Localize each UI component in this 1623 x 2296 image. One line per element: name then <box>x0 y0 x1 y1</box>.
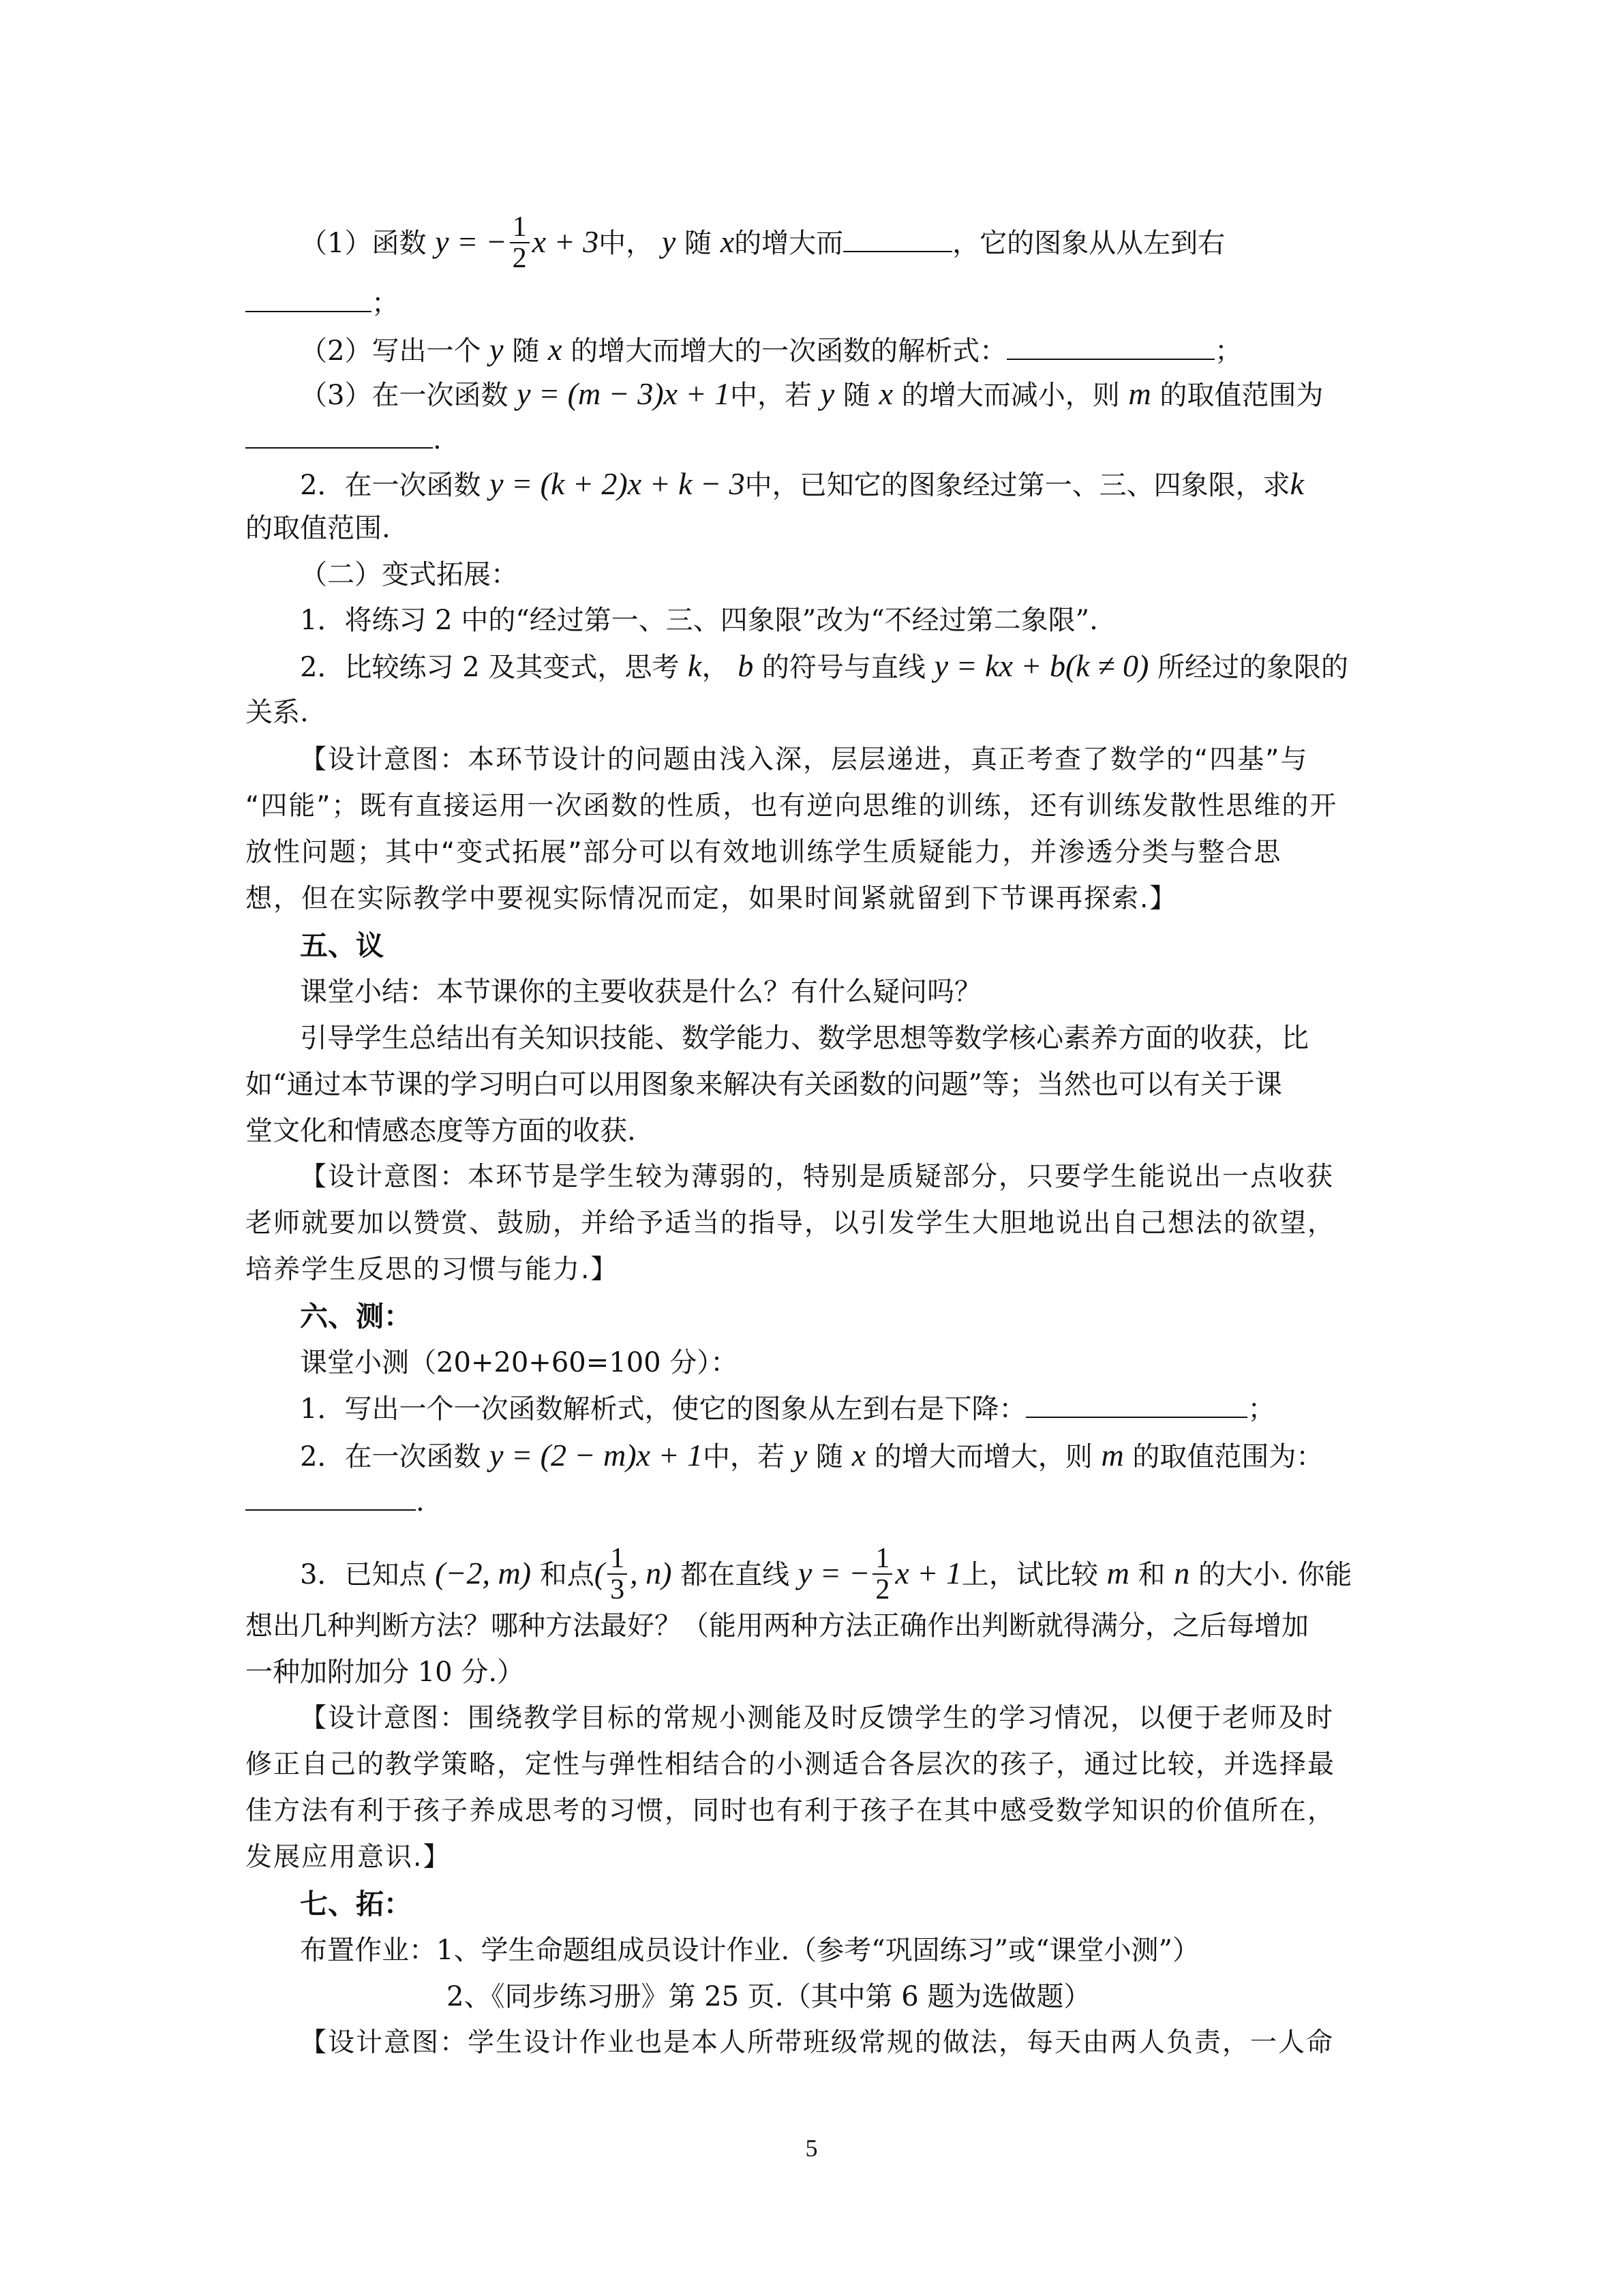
math-var: b <box>738 648 754 683</box>
math-point: , n) <box>630 1556 672 1590</box>
question-3-line <box>300 377 1391 412</box>
q3-text: 的增大而减小，则 <box>901 380 1120 411</box>
math-y: y = − <box>435 224 507 259</box>
test-text: ； <box>1247 1393 1275 1425</box>
fraction-denominator: 2 <box>512 243 527 274</box>
variant-text: ， <box>701 652 729 683</box>
test-item-2 <box>300 1438 1391 1474</box>
answer-blank[interactable] <box>843 228 952 252</box>
math-var: y <box>820 376 835 411</box>
test-text: 2．在一次函数 <box>300 1441 481 1472</box>
design-intent-4-line: 【设计意图：学生设计作业也是本人所带班级常规的做法，每天由两人负责，一人命 <box>300 2027 1335 2058</box>
q1-text: ； <box>371 288 399 319</box>
question-3-line-2 <box>245 423 1391 457</box>
design-intent-3-line: 佳方法有利于孩子养成思考的习惯，同时也有利于孩子在其中感受数学知识的价值所在， <box>245 1796 1336 1826</box>
test-text: 随 <box>815 1441 843 1472</box>
test-text: 的增大而增大，则 <box>874 1441 1093 1472</box>
math-var: x <box>548 332 562 367</box>
variant-title: （二）变式拓展： <box>300 559 518 590</box>
design-intent-1-line: “四能”；既有直接运用一次函数的性质，也有逆向思维的训练，还有训练发散性思维的开 <box>245 791 1338 821</box>
answer-blank[interactable] <box>1007 335 1215 360</box>
fraction-numerator: 1 <box>510 212 530 243</box>
q3-text: 随 <box>843 380 870 411</box>
fraction-denominator: 3 <box>610 1574 625 1605</box>
variant-text: 所经过的象限的 <box>1157 652 1348 683</box>
design-intent-1-line: 放性问题；其中“变式拓展”部分可以有效地训练学生质疑能力，并渗透分类与整合思 <box>245 837 1282 868</box>
math-var: x <box>720 224 735 259</box>
section-5-summary: 课堂小结：本节课你的主要收获是什么？有什么疑问吗？ <box>300 976 982 1008</box>
math-expr: y = kx + b(k ≠ 0) <box>934 648 1149 683</box>
variant-item-2-cont: 关系. <box>245 697 309 728</box>
math-var: m <box>1106 1556 1129 1590</box>
q3-text: 的取值范围为 <box>1159 380 1324 411</box>
q1-text: 中， <box>598 228 654 259</box>
math-expr: y = − <box>798 1556 870 1590</box>
answer-blank[interactable] <box>245 424 433 449</box>
fraction-numerator: 1 <box>873 1543 892 1575</box>
test-text: 和 <box>1138 1559 1166 1590</box>
math-expr: y = (2 − m)x + 1 <box>489 1438 703 1472</box>
page-number: 5 <box>805 2134 818 2162</box>
test-text: 3．已知点 <box>300 1559 427 1590</box>
section-6-intro: 课堂小测（20+20+60=100 分）： <box>300 1347 738 1378</box>
answer-blank[interactable] <box>245 1486 416 1511</box>
q1-text: 随 <box>684 228 712 259</box>
question-1-line <box>300 211 1391 276</box>
ex2-text: 2．在一次函数 <box>300 470 481 501</box>
design-intent-1-line: 想，但在实际教学中要视实际情况而定，如果时间紧就留到下节课再探索.】 <box>245 883 1178 914</box>
test-text: 和点 <box>539 1559 594 1590</box>
test-item-1 <box>300 1392 1391 1426</box>
fraction-denominator: 2 <box>875 1574 890 1605</box>
q1-text: （1）函数 <box>300 228 427 259</box>
test-item-3-line-3: 一种加附加分 10 分.） <box>245 1657 525 1688</box>
q3-text: （3）在一次函数 <box>300 380 509 411</box>
design-intent-3-line: 【设计意图：围绕教学目标的常规小测能及时反馈学生的学习情况，以便于老师及时 <box>300 1703 1335 1734</box>
exercise-2-line <box>300 467 1391 502</box>
q1-text: 的增大而 <box>734 228 844 259</box>
math-var: x <box>851 1438 866 1472</box>
design-intent-2-line: 【设计意图：本环节是学生较为薄弱的，特别是质疑部分，只要学生能说出一点收获 <box>300 1162 1335 1192</box>
q3-text: 中，若 <box>730 380 812 411</box>
test-text: . <box>416 1486 425 1517</box>
test-text: 上，试比较 <box>961 1559 1098 1590</box>
test-item-3-line-2: 想出几种判断方法？哪种方法最好？（能用两种方法正确作出判断就得满分，之后每增加 <box>245 1610 1309 1642</box>
math-var: m <box>1128 376 1151 411</box>
math-var: y <box>661 224 676 259</box>
math-expr: x + 1 <box>895 1556 962 1590</box>
q2-text: （2）写出一个 <box>300 335 481 367</box>
section-5-heading: 五、议 <box>300 929 384 962</box>
variant-item-2 <box>300 649 1391 684</box>
variant-text: 2．比较练习 2 及其变式，思考 <box>300 652 680 683</box>
section-5-guide-line: 堂文化和情感态度等方面的收获. <box>245 1115 636 1147</box>
ex2-text: 中，已知它的图象经过第一、三、四象限，求 <box>744 470 1290 501</box>
design-intent-3-line: 修正自己的教学策略，定性与弹性相结合的小测适合各层次的孩子，通过比较，并选择最 <box>245 1749 1336 1780</box>
math-expr: y = (k + 2)x + k − 3 <box>489 466 745 501</box>
math-paren: ( <box>594 1556 605 1590</box>
answer-blank[interactable] <box>1026 1393 1247 1418</box>
homework-1: 布置作业：1、学生命题组成员设计作业.（参考“巩固练习”或“课堂小测”） <box>300 1935 1200 1966</box>
math-var: k <box>688 648 702 683</box>
design-intent-3-line: 发展应用意识.】 <box>245 1842 451 1873</box>
q2-text: ； <box>1215 335 1243 367</box>
fraction-one-half <box>873 1543 892 1605</box>
section-7-heading: 七、拓： <box>300 1888 412 1920</box>
math-expr: x + 3 <box>532 224 599 259</box>
design-intent-2-line: 培养学生反思的习惯与能力.】 <box>245 1254 619 1285</box>
test-text: 的取值范围为： <box>1132 1441 1324 1472</box>
test-item-2-line-2 <box>245 1485 1391 1519</box>
math-point: (−2, m) <box>435 1556 532 1590</box>
variant-text: 的符号与直线 <box>761 652 926 683</box>
exercise-2-line-2 <box>245 511 1391 545</box>
question-2-line <box>300 333 1391 368</box>
q2-text: 随 <box>512 335 540 367</box>
math-var: y <box>489 332 504 367</box>
ex2-text: 的取值范围. <box>245 513 391 544</box>
section-6-heading: 六、测： <box>300 1300 412 1333</box>
fraction-one-third <box>607 1543 627 1605</box>
math-var: m <box>1101 1438 1124 1472</box>
fraction-numerator: 1 <box>607 1543 627 1575</box>
test-text: 的大小. 你能 <box>1198 1559 1352 1590</box>
test-text: 1．写出一个一次函数解析式，使它的图象从左到右是下降： <box>300 1393 1027 1425</box>
answer-blank[interactable] <box>245 288 371 312</box>
section-5-guide-line: 如“通过本节课的学习明白可以用图象来解决有关函数的问题”等；当然也可以有关于课 <box>245 1069 1282 1100</box>
math-var: y <box>793 1438 808 1472</box>
test-text: 中，若 <box>703 1441 785 1472</box>
variant-item-1: 1．将练习 2 中的“经过第一、三、四象限”改为“不经过第二象限”. <box>300 605 1098 636</box>
math-var: k <box>1290 466 1305 501</box>
test-text: 都在直线 <box>680 1559 790 1590</box>
q1-text: ，它的图象从从左到右 <box>952 228 1226 259</box>
design-intent-1-line: 【设计意图：本环节设计的问题由浅入深，层层递进，真正考查了数学的“四基”与 <box>300 744 1309 775</box>
question-1-line-2 <box>245 286 1391 320</box>
q3-text: . <box>433 424 442 455</box>
math-var: n <box>1174 1556 1190 1590</box>
math-expr: y = (m − 3)x + 1 <box>517 376 730 411</box>
math-var: x <box>879 376 893 411</box>
design-intent-2-line: 老师就要加以赞赏、鼓励，并给予适当的指导，以引发学生大胆地说出自己想法的欲望， <box>245 1208 1336 1239</box>
fraction-one-half <box>510 212 530 273</box>
section-5-guide-line: 引导学生总结出有关知识技能、数学能力、数学思想等数学核心素养方面的收获，比 <box>300 1023 1309 1054</box>
test-item-3 <box>300 1543 1391 1607</box>
homework-2: 2、《同步练习册》第 25 页.（其中第 6 题为选做题） <box>446 1981 1091 2012</box>
q2-text: 的增大而增大的一次函数的解析式： <box>571 335 1007 367</box>
